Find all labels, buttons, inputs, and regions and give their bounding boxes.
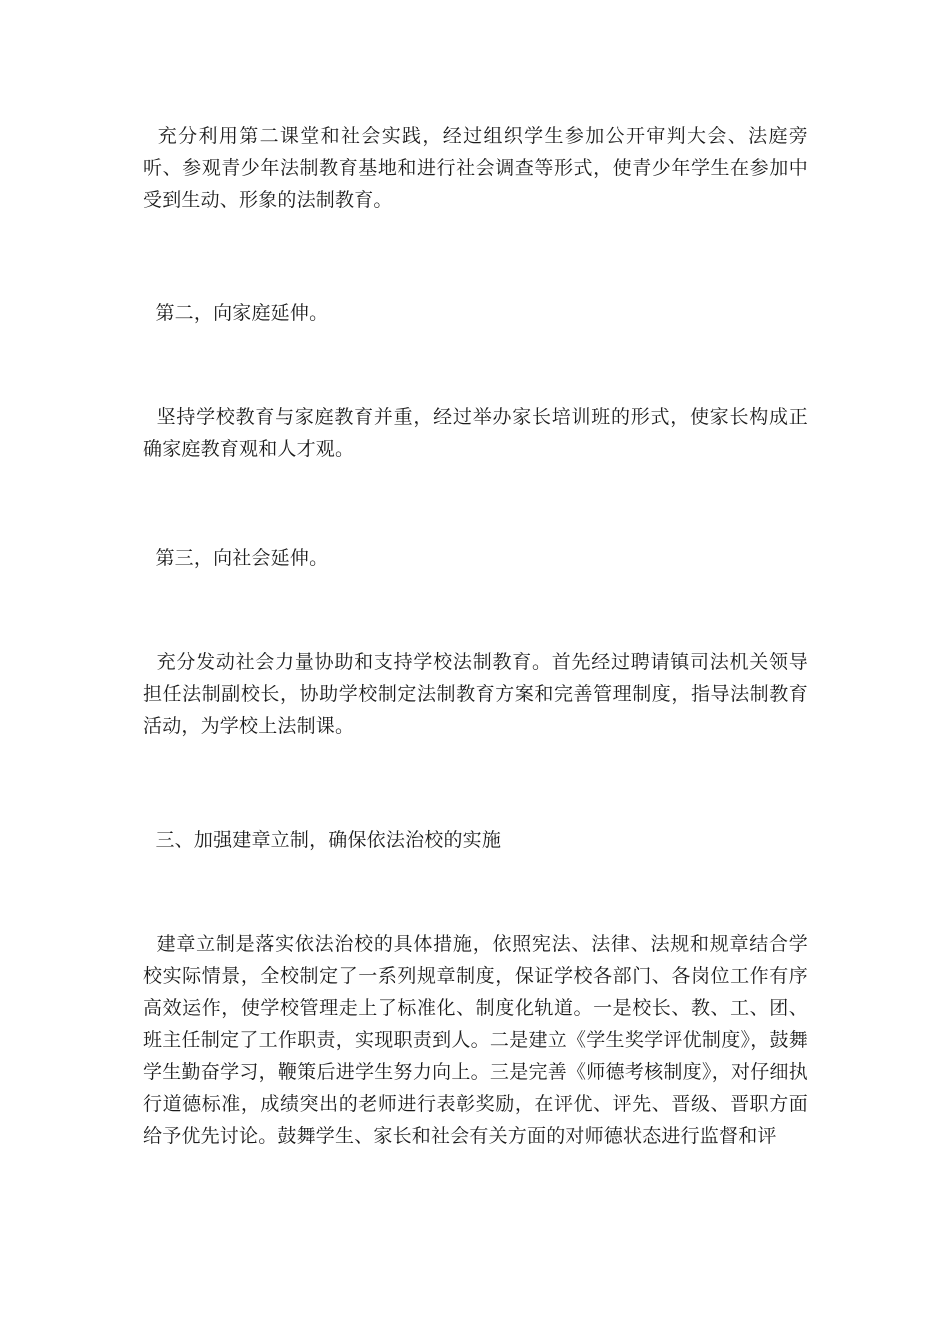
heading-extend-to-society: 第三，向社会延伸。 [143,547,329,569]
paragraph-regulations-detail: 建章立制是落实依法治校的具体措施，依照宪法、法律、法规和规章结合学校实际情景，全校制定了一系列规章制度，保证学校各部门、各岗位工作有序高效运作，使学校管理走上了标准化、制度化轨道。一是校长、教、工、团、班主任制定了工作职责，实现职责到人。二是建立《学生奖学评优制度》，鼓舞学生勤奋学习，鞭策后进学生努力向上。三是完善《师德考核制度》，对仔细执行道德标准，成绩突出的老师进行表彰奖励，在评优、评先、晋级、晋职方面给予优先讨论。鼓舞学生、家长和社会有关方面的对师德状态进行监督和评 [143,933,808,1147]
paragraph-second-classroom: 充分利用第二课堂和社会实践，经过组织学生参加公开审判大会、法庭旁听、参观青少年法制教育基地和进行社会调查等形式，使青少年学生在参加中受到生动、形象的法制教育。 [143,125,808,211]
paragraph-social-forces: 充分发动社会力量协助和支持学校法制教育。首先经过聘请镇司法机关领导担任法制副校长，协助学校制定法制教育方案和完善管理制度，指导法制教育活动，为学校上法制课。 [143,651,808,737]
section-heading-regulations: 三、加强建章立制，确保依法治校的实施 [143,829,502,851]
heading-extend-to-family: 第二，向家庭延伸。 [143,302,329,324]
paragraph-family-education: 坚持学校教育与家庭教育并重，经过举办家长培训班的形式，使家长构成正确家庭教育观和人才观。 [143,406,808,460]
